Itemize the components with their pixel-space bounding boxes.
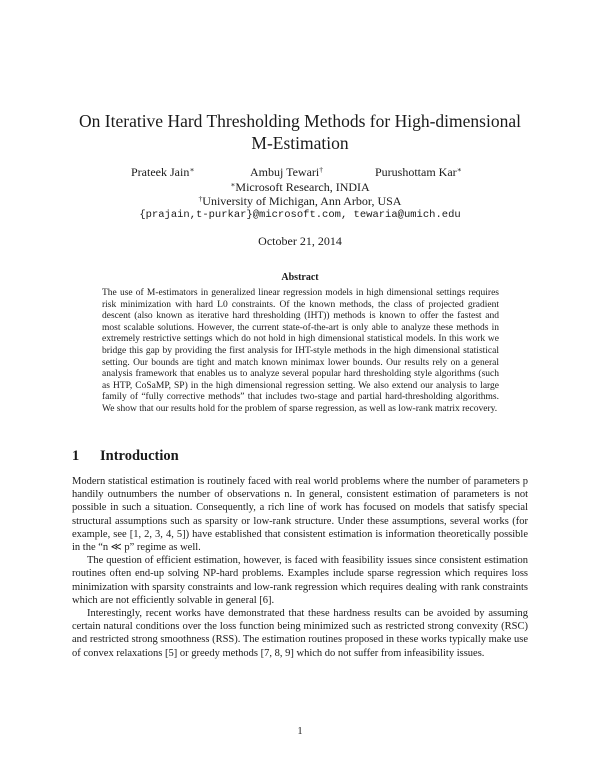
affiliation-1 bbox=[0, 180, 600, 194]
title-line-1: On Iterative Hard Thresholding Methods for High-dimensional bbox=[79, 111, 521, 131]
paragraph: The question of efficient estimation, however, is faced with feasibility issues since consistent estimation routines often end-up solving NP-hard problems. Examples include sparse regression which requires loss minimization with sparsity constraints and low-rank regression which requires dealing with rank constraints which are not efficiently solvable in general [6]. bbox=[72, 555, 528, 606]
body-text bbox=[72, 475, 528, 660]
abstract-heading: Abstract bbox=[281, 272, 319, 283]
author-1 bbox=[131, 165, 194, 180]
affiliation-text: Microsoft Research, INDIA bbox=[235, 180, 370, 194]
author-3 bbox=[375, 165, 462, 180]
author-name: Prateek Jain bbox=[131, 165, 190, 179]
abstract-text: The use of M-estimators in generalized linear regression models in high dimensional settings requires risk minimization with hard L0 constraints. Of the known methods, the class of projected gradient descent (also known as iterative hard thresholding (IHT)) methods is known to offer the fastest and most scalable solutions. However, the current state-of-the-art is only able to analyze these methods in extremely restrictive settings which do not hold in high dimensional statistical models. In this work we bridge this gap by providing the first analysis for IHT-style methods in the high dimensional statistical setting. Our bounds are tight and match known minimax lower bounds. Our results rely on a general analysis framework that enables us to analyze several popular hard thresholding style algorithms (such as HTP, CoSaMP, SP) in the high dimensional regression setting. We also extend our analysis to large family of “fully corrective methods” that includes two-stage and partial hard-thresholding algorithms. We show that our results hold for the problem of sparse regression, as well as low-rank matrix recovery. bbox=[102, 288, 499, 414]
affiliation-text: University of Michigan, Ann Arbor, USA bbox=[202, 194, 402, 208]
paragraph: Interestingly, recent works have demonstrated that these hardness results can be avoided by assuming certain natural conditions over the loss function being minimized such as restricted strong convexity (RSC) and restricted strong smoothness (RSS). The estimation routines proposed in these works typically make use of convex relaxations [5] or greedy methods [7, 8, 9] which do not suffer from infeasibility issues. bbox=[72, 608, 528, 659]
author-mark: † bbox=[319, 165, 324, 174]
author-name: Purushottam Kar bbox=[375, 165, 457, 179]
author-mark: ∗ bbox=[189, 165, 195, 174]
affiliation-mark: † bbox=[198, 194, 203, 203]
author-name: Ambuj Tewari bbox=[250, 165, 320, 179]
author-mark: ∗ bbox=[456, 165, 462, 174]
paper-title bbox=[60, 110, 540, 154]
title-line-2: M-Estimation bbox=[251, 133, 349, 153]
author-emails: {prajain,t-purkar}@microsoft.com, tewaria@umich.edu bbox=[139, 209, 461, 221]
section-title: Introduction bbox=[100, 448, 179, 464]
section-heading bbox=[72, 448, 179, 465]
author-2 bbox=[250, 165, 323, 180]
paragraph: Modern statistical estimation is routinely faced with real world problems where the number of parameters p handily outnumbers the number of observations n. In general, consistent estimation of parameters is not possible in such a situation. Consequently, a rich line of work has focused on models that satisfy special structural assumptions such as sparsity or low-rank structure. Under these assumptions, several works (for example, see [1, 2, 3, 4, 5]) have established that consistent estimation is information theoretically possible in the “n ≪ p” regime as well. bbox=[72, 476, 528, 554]
affiliation-2 bbox=[0, 194, 600, 208]
paper-date: October 21, 2014 bbox=[258, 234, 342, 248]
affiliation-mark: ∗ bbox=[230, 180, 236, 189]
section-number: 1 bbox=[72, 448, 80, 464]
author-list bbox=[0, 165, 600, 181]
page-number: 1 bbox=[297, 726, 303, 737]
